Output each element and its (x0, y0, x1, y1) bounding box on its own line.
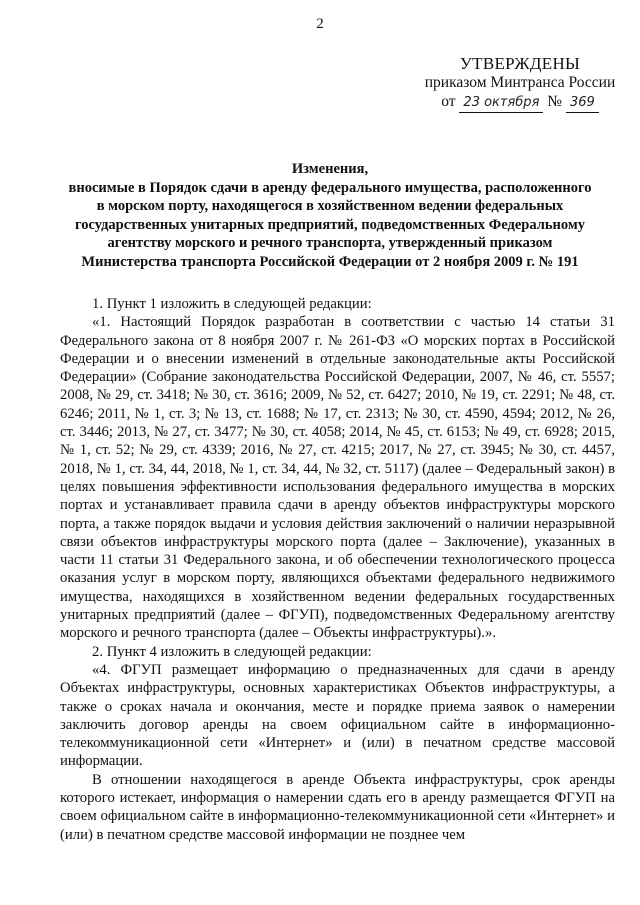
handwritten-date: 23 октября (459, 93, 543, 113)
approval-title: УТВЕРЖДЕНЫ (459, 54, 581, 73)
header-line: в морском порту, находящегося в хозяйственном ведении федеральных (96, 198, 564, 214)
header-line: государственных унитарных предприятий, подведомственных Федеральному (75, 216, 585, 233)
paragraph: 2. Пункт 4 изложить в следующей редакции: (92, 643, 372, 660)
document-header (60, 160, 600, 271)
paragraph: «1. Настоящий Порядок разработан в соответствии с частью 14 статьи 31 Федерального закона от 8 ноября 2007 г. № 261-ФЗ «О морских портах в Российской Федерации и о внесении изменений в отдельные законодательные акты Российской Федерации» (Собрание законодательства Российской Федерации, 2007, № 46, ст. 5557; 2008, № 29, ст. 3418; № 30, ст. 3616; 2009, № 52, ст. 6427; 2010, № 19, ст. 2291; № 48, ст. 6246; 2011, № 1, ст. 3; № 13, ст. 1688; № 17, ст. 2313; № 30, ст. 4590, 4594; 2012, № 26, ст. 3446; 2013, № 27, ст. 3477; № 30, ст. 4058; 2014, № 45, ст. 6153; № 49, ст. 6928; 2015, № 1, ст. 52; № 29, ст. 4339; 2016, № 27, ст. 4215; 2017, № 27, ст. 3945; № 30, ст. 4457, 2018, № 1, ст. 34, 44, 2018, № 1, ст. 34, 44, № 32, ст. 5117) (далее – Федеральный закон) в целях повышения эффективности использования федерального имущества в морских портах и устанавливает правила сдачи в аренду объектов инфраструктуры морского порта, а также порядок выдачи и условия действия заключений о наличии неразрывной связи объектов инфраструктуры морского порта (далее – Заключение), указанных в части 11 статьи 31 Федерального закона, и об обеспечении технологического процесса оказания услуг в морском порту, являющихся объектами федерального недвижимого имущества, находящихся в хозяйственном ведении федеральных государственных унитарных предприятий (далее – ФГУП), подведомственных Федеральному агентству морского и речного транспорта (далее – Объекты инфраструктуры).». (60, 314, 615, 642)
header-line: Министерства транспорта Российской Федерации от 2 ноября 2009 г. № 191 (81, 253, 579, 270)
paragraph: В отношении находящегося в аренде Объекта инфраструктуры, срок аренды которого истекает, информация о намерении сдать его в аренду размещается ФГУП на своем официальном сайте в информационно-телекоммуникационной сети «Интернет» и (или) в печатном средстве массовой информации не позднее чем (60, 771, 615, 843)
header-line: агентству морского и речного транспорта, утвержденный приказом (107, 235, 553, 251)
date-prefix: от (441, 93, 456, 110)
paragraph: «4. ФГУП размещает информацию о предназначенных для сдачи в аренду Объектах инфраструктуры, основных характеристиках Объектов инфраструктуры, а также о сроках начала и окончания, месте и порядке приема заявок о намерении заключить договор аренды на своем официальном сайте в информационно-телекоммуникационной сети «Интернет» и (или) в печатном средстве массовой информации. (60, 661, 615, 770)
approval-issuer: приказом Минтранса России (424, 74, 616, 91)
paragraph: 1. Пункт 1 изложить в следующей редакции: (92, 296, 372, 312)
page-number: 2 (316, 16, 324, 32)
header-line: вносимые в Порядок сдачи в аренду федерального имущества, расположенного (68, 179, 592, 196)
document-body (60, 295, 615, 844)
approval-date-number (420, 92, 620, 113)
number-prefix: № (547, 93, 563, 110)
document-title: Изменения, (291, 161, 369, 177)
handwritten-number: 369 (566, 93, 599, 113)
approval-stamp (420, 54, 620, 113)
